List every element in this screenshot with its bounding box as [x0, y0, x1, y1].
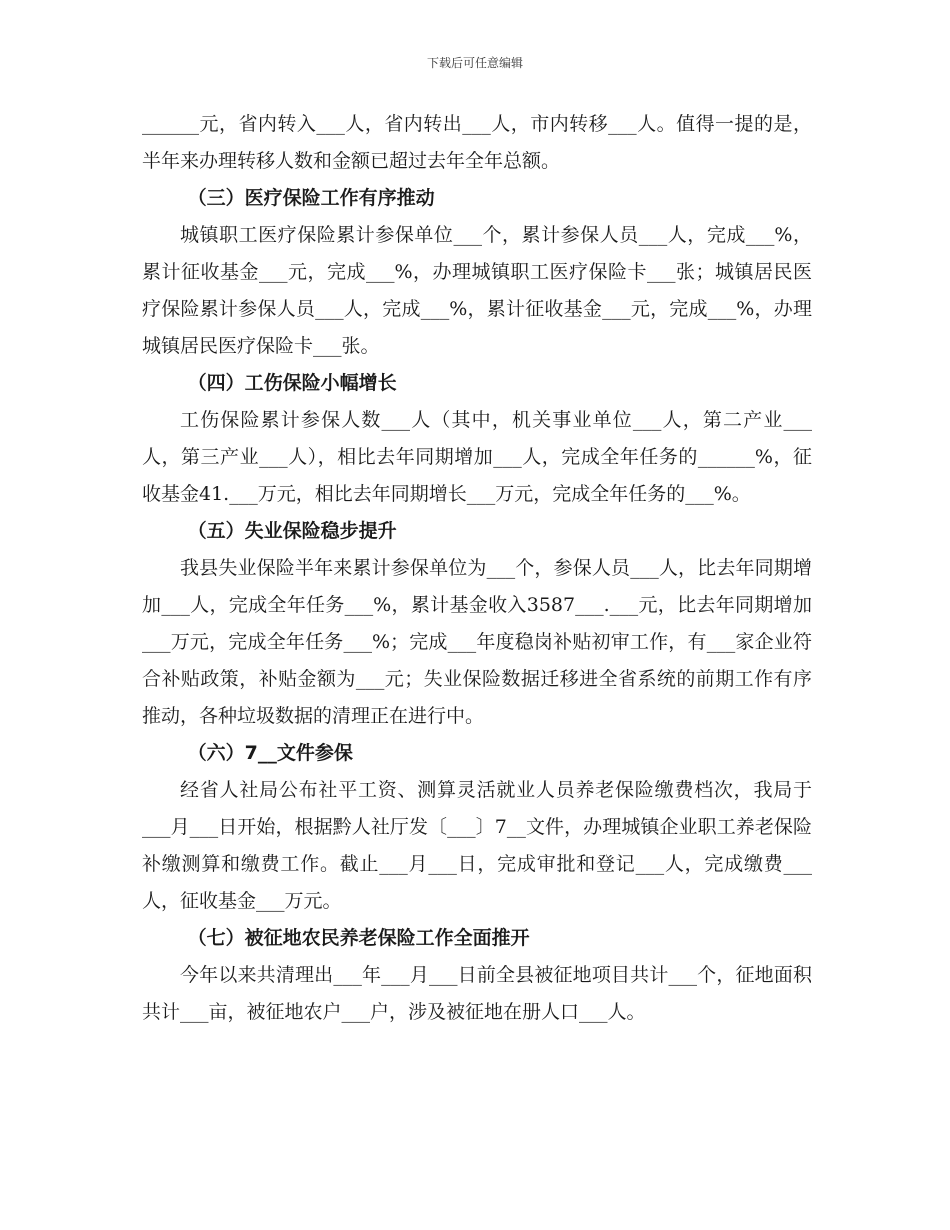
- header-note: 下载后可任意编辑: [426, 56, 523, 70]
- paragraph-injury: 工伤保险累计参保人数___人（其中，机关事业单位___人，第二产业___人，第三产业___人），相比去年同期增加___人，完成全年任务的______%，征收基金41.___万元，相比去年同期增长___万元，完成全年任务的___%。: [142, 409, 812, 505]
- paragraph-transfer: ______元，省内转入___人，省内转出___人，市内转移___人。值得一提的是，半年来办理转移人数和金额已超过去年全年总额。: [142, 113, 812, 172]
- section-heading-document-7: （六）7__文件参保: [187, 742, 353, 764]
- paragraph-document-7: 经省人社局公布社平工资、测算灵活就业人员养老保险缴费档次，我局于___月___日开始，根据黔人社厅发〔___〕7__文件，办理城镇企业职工养老保险补缴测算和缴费工作。截止___月___日，完成审批和登记___人，完成缴费___人，征收基金___万元。: [142, 779, 812, 912]
- section-heading-injury: （四）工伤保险小幅增长: [187, 372, 397, 394]
- paragraph-unemployment: 我县失业保险半年来累计参保单位为___个，参保人员___人，比去年同期增加___人，完成全年任务___%，累计基金收入3587___.___元，比去年同期增加___万元，完成全年任务___%；完成___年度稳岗补贴初审工作，有___家企业符合补贴政策，补贴金额为___元；失业保险数据迁移进全省系统的前期工作有序推动，各种垃圾数据的清理正在进行中。: [142, 557, 812, 727]
- paragraph-medical: 城镇职工医疗保险累计参保单位___个，累计参保人员___人，完成___%，累计征收基金___元，完成___%，办理城镇职工医疗保险卡___张；城镇居民医疗保险累计参保人员___人，完成___%，累计征收基金___元，完成___%，办理城镇居民医疗保险卡___张。: [142, 224, 812, 357]
- section-heading-land-farmers: （七）被征地农民养老保险工作全面推开: [187, 927, 530, 949]
- paragraph-land-farmers: 今年以来共清理出___年___月___日前全县被征地项目共计___个，征地面积共计___亩，被征地农户___户，涉及被征地在册人口___人。: [142, 964, 812, 1023]
- section-heading-medical: （三）医疗保险工作有序推动: [187, 187, 435, 209]
- document-body: [142, 106, 812, 1031]
- section-heading-unemployment: （五）失业保险稳步提升: [187, 520, 397, 542]
